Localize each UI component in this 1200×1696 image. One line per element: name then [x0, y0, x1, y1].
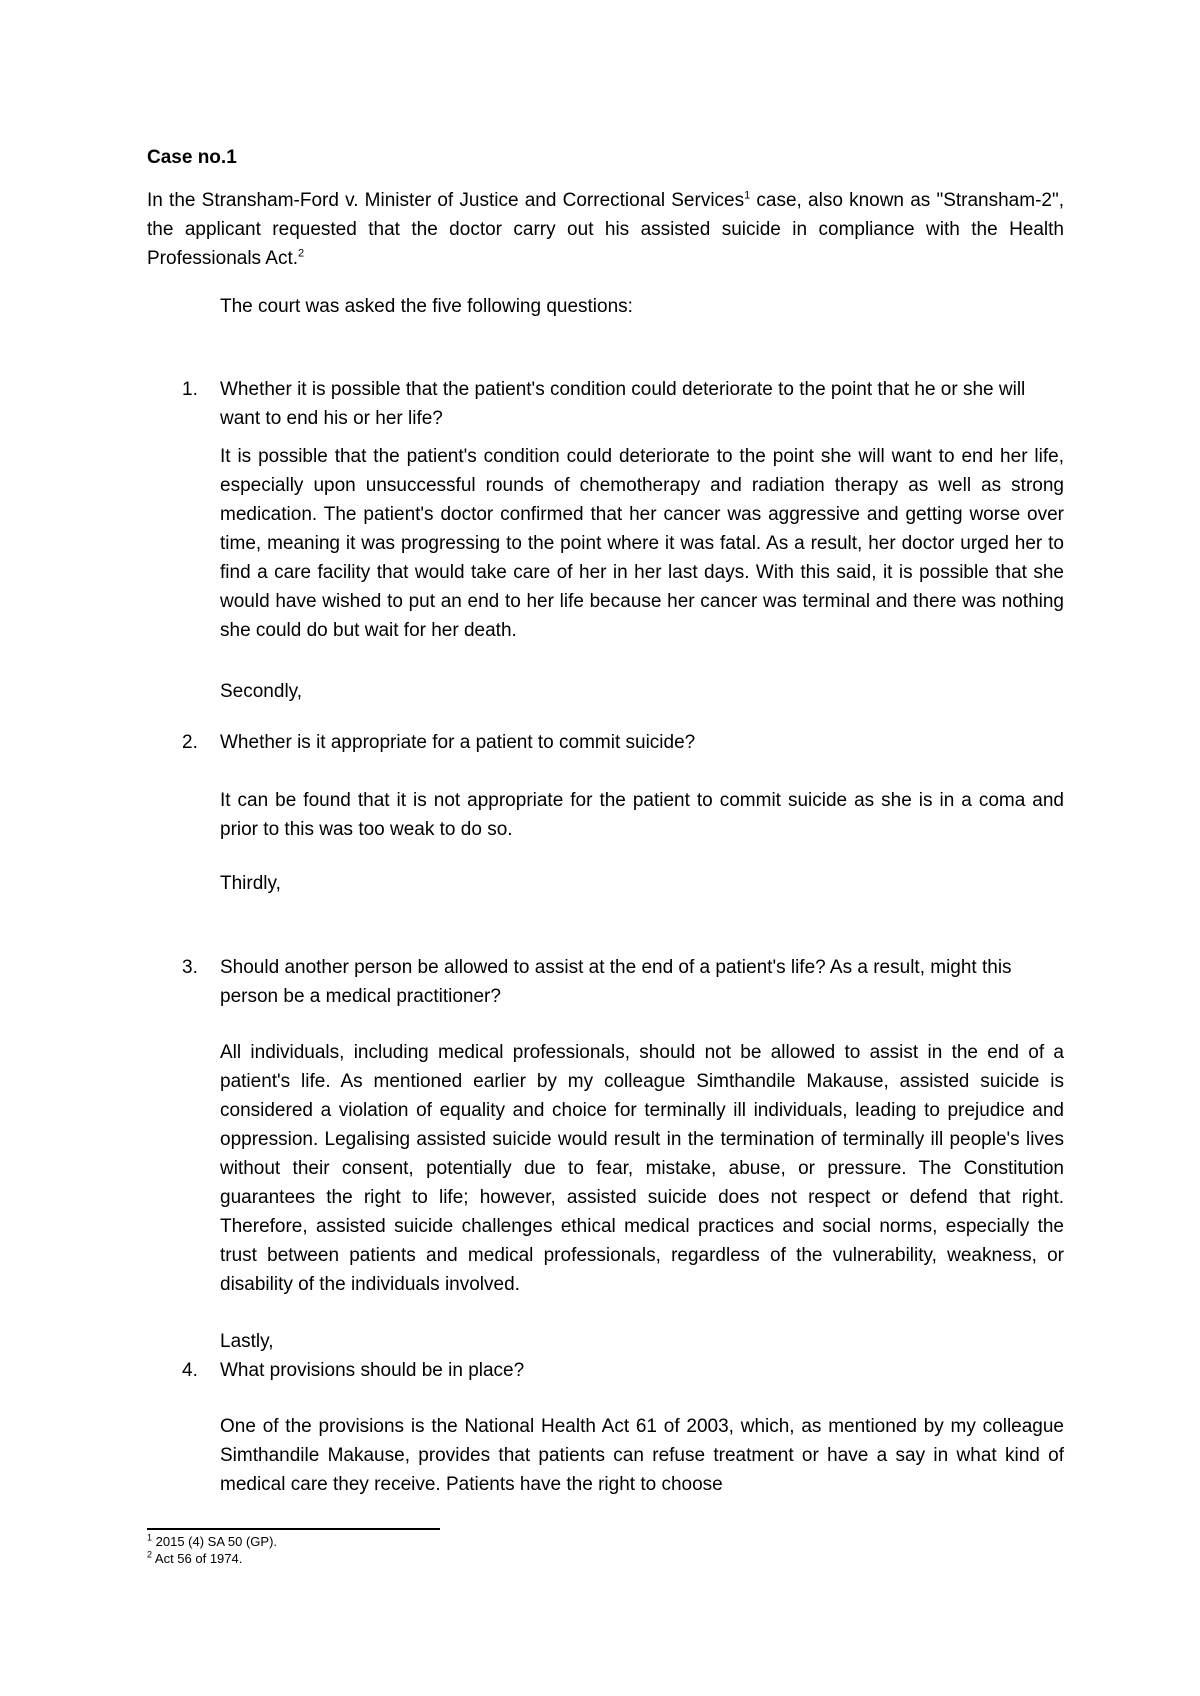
footnote-2-mark: 2	[147, 1549, 153, 1560]
transition-thirdly: Thirdly,	[220, 873, 281, 894]
question-1-text: Whether it is possible that the patient's condition could deteriorate to the point that he or she will want to end his or her life?	[220, 379, 1026, 429]
answer-2-text: It can be found that it is not appropriate for the patient to commit suicide as she is in a coma and prior to this was too weak to do so.	[220, 790, 1064, 840]
question-4-text: What provisions should be in place?	[220, 1360, 525, 1381]
footnote-2-text: Act 56 of 1974.	[152, 1551, 243, 1566]
question-number-3: 3.	[182, 957, 198, 978]
answer-4-text: One of the provisions is the National Health Act 61 of 2003, which, as mentioned by my colleague Simthandile Makause, provides that patients can refuse treatment or have a say in what kind of medical care they receive. Patients have the right to choose	[220, 1416, 1064, 1495]
footnote-ref-1[interactable]: 1	[744, 189, 751, 202]
footnote-1-mark: 1	[147, 1532, 153, 1543]
intro-text-part1: In the Stransham-Ford v. Minister of Justice and Correctional Services	[147, 190, 745, 211]
answer-1-text: It is possible that the patient's condition could deteriorate to the point she will want to end her life, especially upon unsuccessful rounds of chemotherapy and radiation therapy as well as strong medication. The patient's doctor confirmed that her cancer was aggressive and getting worse over time, meaning it was progressing to the point where it was fatal. As a result, her doctor urged her to find a care facility that would take care of her in her last days. With this said, it is possible that she would have wished to put an end to her life because her cancer was terminal and there was nothing she could do but wait for her death.	[220, 446, 1064, 641]
questions-lead: The court was asked the five following questions:	[220, 296, 633, 317]
footnote-separator	[147, 1528, 440, 1530]
transition-secondly: Secondly,	[220, 681, 303, 702]
footnote-ref-2[interactable]: 2	[298, 247, 305, 260]
transition-lastly: Lastly,	[220, 1331, 274, 1352]
question-number-2: 2.	[182, 732, 198, 753]
answer-3-text: All individuals, including medical professionals, should not be allowed to assist in the end of a patient's life. As mentioned earlier by my colleague Simthandile Makause, assisted suicide is considered a violation of equality and choice for terminally ill individuals, leading to prejudice and oppression. Legalising assisted suicide would result in the termination of terminally ill people's lives without their consent, potentially due to fear, mistake, abuse, or pressure. The Constitution guarantees the right to life; however, assisted suicide does not respect or defend that right. Therefore, assisted suicide challenges ethical medical practices and social norms, especially the trust between patients and medical professionals, regardless of the vulnerability, weakness, or disability of the individuals involved.	[220, 1042, 1064, 1295]
question-2-text: Whether is it appropriate for a patient to commit suicide?	[220, 732, 696, 753]
question-number-1: 1.	[182, 379, 198, 400]
footnote-1	[147, 1534, 277, 1550]
intro-text-part2: case, also known as "Stransham-2", the applicant requested that the doctor carry out his assisted suicide in compliance with the Health Professionals Act.	[147, 190, 1064, 269]
question-3-text: Should another person be allowed to assist at the end of a patient's life? As a result, might this person be a medical practitioner?	[220, 957, 1012, 1007]
question-number-4: 4.	[182, 1360, 198, 1381]
case-heading: Case no.1	[147, 147, 237, 168]
footnote-1-text: 2015 (4) SA 50 (GP).	[152, 1534, 278, 1549]
footnote-2	[147, 1551, 242, 1567]
intro-paragraph	[147, 186, 1064, 273]
